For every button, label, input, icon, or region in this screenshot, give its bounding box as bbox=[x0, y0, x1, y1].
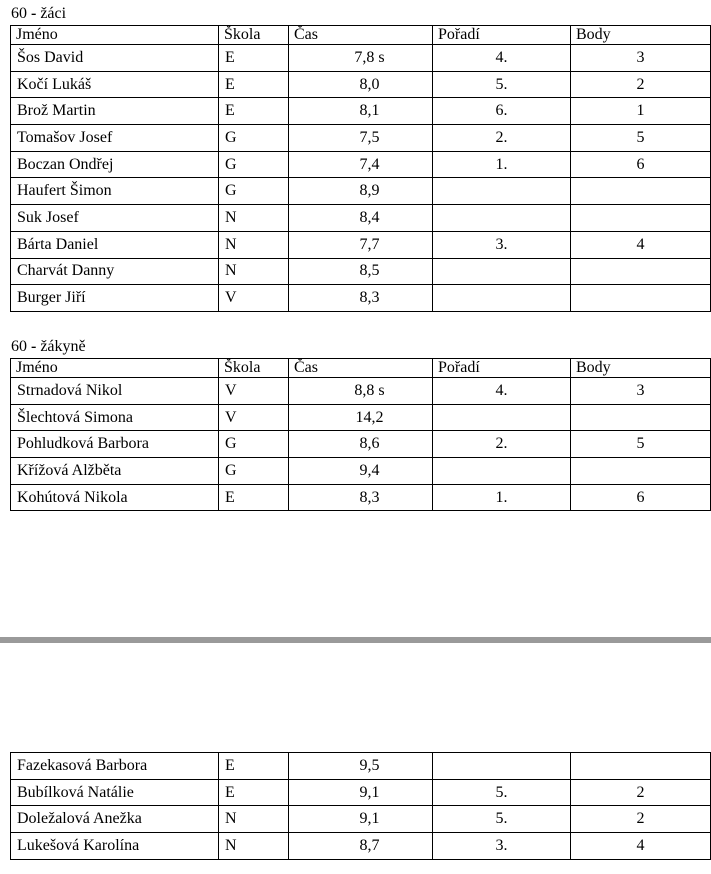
race-time-cell: 7,7 bbox=[289, 231, 433, 258]
school-code-cell: G bbox=[219, 431, 289, 458]
header-rank: Pořadí bbox=[433, 26, 571, 45]
table-row bbox=[11, 806, 711, 833]
school-code-cell: G bbox=[219, 151, 289, 178]
section-dash: - bbox=[27, 338, 41, 355]
school-code-cell: E bbox=[219, 779, 289, 806]
table-row bbox=[11, 231, 711, 258]
race-time-cell: 8,8 s bbox=[289, 378, 433, 405]
table-row bbox=[11, 45, 711, 72]
table-row bbox=[11, 285, 711, 312]
header-time: Čas bbox=[289, 26, 433, 45]
school-code-cell: E bbox=[219, 98, 289, 125]
section-label: žákyně bbox=[40, 338, 86, 355]
table-header-row bbox=[11, 359, 711, 378]
school-code-cell: N bbox=[219, 806, 289, 833]
header-name: Jméno bbox=[11, 359, 219, 378]
athlete-name-cell: Kohútová Nikola bbox=[11, 484, 219, 511]
points-cell: 6 bbox=[571, 151, 711, 178]
school-code-cell: V bbox=[219, 285, 289, 312]
school-code-cell: G bbox=[219, 458, 289, 485]
points-cell: 3 bbox=[571, 45, 711, 72]
school-code-cell: E bbox=[219, 71, 289, 98]
placing-cell bbox=[433, 258, 571, 285]
school-code-cell: V bbox=[219, 378, 289, 405]
placing-cell: 3. bbox=[433, 231, 571, 258]
points-cell: 4 bbox=[571, 833, 711, 860]
race-time-cell: 8,9 bbox=[289, 178, 433, 205]
placing-cell: 6. bbox=[433, 98, 571, 125]
race-time-cell: 7,4 bbox=[289, 151, 433, 178]
placing-cell: 4. bbox=[433, 378, 571, 405]
points-cell bbox=[571, 753, 711, 780]
header-points: Body bbox=[571, 26, 711, 45]
athlete-name-cell: Pohludková Barbora bbox=[11, 431, 219, 458]
results-table-boys bbox=[10, 25, 711, 312]
points-cell: 1 bbox=[571, 98, 711, 125]
athlete-name-cell: Haufert Šimon bbox=[11, 178, 219, 205]
table-row bbox=[11, 151, 711, 178]
points-cell: 5 bbox=[571, 431, 711, 458]
placing-cell: 2. bbox=[433, 431, 571, 458]
placing-cell bbox=[433, 404, 571, 431]
school-code-cell: E bbox=[219, 484, 289, 511]
points-cell bbox=[571, 458, 711, 485]
school-code-cell: E bbox=[219, 45, 289, 72]
table-row bbox=[11, 431, 711, 458]
table-row bbox=[11, 125, 711, 152]
placing-cell: 5. bbox=[433, 806, 571, 833]
section-title-boys bbox=[11, 5, 66, 23]
athlete-name-cell: Strnadová Nikol bbox=[11, 378, 219, 405]
table-row bbox=[11, 71, 711, 98]
placing-cell: 1. bbox=[433, 151, 571, 178]
race-time-cell: 8,3 bbox=[289, 484, 433, 511]
page-break-divider bbox=[0, 637, 711, 643]
race-time-cell: 9,5 bbox=[289, 753, 433, 780]
table-row bbox=[11, 378, 711, 405]
athlete-name-cell: Brož Martin bbox=[11, 98, 219, 125]
points-cell: 4 bbox=[571, 231, 711, 258]
points-cell bbox=[571, 258, 711, 285]
school-code-cell: N bbox=[219, 258, 289, 285]
placing-cell: 2. bbox=[433, 125, 571, 152]
athlete-name-cell: Šlechtová Simona bbox=[11, 404, 219, 431]
race-time-cell: 8,6 bbox=[289, 431, 433, 458]
school-code-cell: V bbox=[219, 404, 289, 431]
header-rank: Pořadí bbox=[433, 359, 571, 378]
school-code-cell: N bbox=[219, 833, 289, 860]
athlete-name-cell: Šos David bbox=[11, 45, 219, 72]
table-row bbox=[11, 458, 711, 485]
section-distance: 60 bbox=[11, 5, 27, 22]
race-time-cell: 8,4 bbox=[289, 205, 433, 232]
placing-cell bbox=[433, 285, 571, 312]
points-cell: 3 bbox=[571, 378, 711, 405]
athlete-name-cell: Charvát Danny bbox=[11, 258, 219, 285]
school-code-cell: G bbox=[219, 125, 289, 152]
points-cell: 6 bbox=[571, 484, 711, 511]
section-title-girls bbox=[11, 338, 86, 356]
table-row bbox=[11, 484, 711, 511]
placing-cell bbox=[433, 458, 571, 485]
table-row bbox=[11, 779, 711, 806]
placing-cell: 5. bbox=[433, 71, 571, 98]
school-code-cell: N bbox=[219, 205, 289, 232]
race-time-cell: 7,5 bbox=[289, 125, 433, 152]
athlete-name-cell: Křížová Alžběta bbox=[11, 458, 219, 485]
placing-cell: 1. bbox=[433, 484, 571, 511]
table-row bbox=[11, 258, 711, 285]
table-row bbox=[11, 205, 711, 232]
race-time-cell: 8,3 bbox=[289, 285, 433, 312]
section-dash: - bbox=[27, 5, 41, 22]
placing-cell bbox=[433, 753, 571, 780]
table-row bbox=[11, 753, 711, 780]
points-cell bbox=[571, 205, 711, 232]
school-code-cell: E bbox=[219, 753, 289, 780]
athlete-name-cell: Boczan Ondřej bbox=[11, 151, 219, 178]
results-table-continued bbox=[10, 752, 711, 860]
race-time-cell: 9,1 bbox=[289, 806, 433, 833]
race-time-cell: 8,0 bbox=[289, 71, 433, 98]
points-cell: 5 bbox=[571, 125, 711, 152]
placing-cell: 5. bbox=[433, 779, 571, 806]
race-time-cell: 7,8 s bbox=[289, 45, 433, 72]
points-cell bbox=[571, 404, 711, 431]
race-time-cell: 8,1 bbox=[289, 98, 433, 125]
placing-cell bbox=[433, 178, 571, 205]
table-row bbox=[11, 833, 711, 860]
table-row bbox=[11, 404, 711, 431]
points-cell: 2 bbox=[571, 779, 711, 806]
points-cell bbox=[571, 178, 711, 205]
placing-cell: 4. bbox=[433, 45, 571, 72]
points-cell: 2 bbox=[571, 71, 711, 98]
table-row bbox=[11, 98, 711, 125]
athlete-name-cell: Suk Josef bbox=[11, 205, 219, 232]
placing-cell: 3. bbox=[433, 833, 571, 860]
athlete-name-cell: Lukešová Karolína bbox=[11, 833, 219, 860]
header-points: Body bbox=[571, 359, 711, 378]
race-time-cell: 8,5 bbox=[289, 258, 433, 285]
race-time-cell: 8,7 bbox=[289, 833, 433, 860]
athlete-name-cell: Kočí Lukáš bbox=[11, 71, 219, 98]
results-table-girls bbox=[10, 358, 711, 511]
race-time-cell: 9,1 bbox=[289, 779, 433, 806]
race-time-cell: 14,2 bbox=[289, 404, 433, 431]
athlete-name-cell: Doležalová Anežka bbox=[11, 806, 219, 833]
points-cell bbox=[571, 285, 711, 312]
athlete-name-cell: Bárta Daniel bbox=[11, 231, 219, 258]
table-row bbox=[11, 178, 711, 205]
section-distance: 60 bbox=[11, 338, 27, 355]
table-header-row bbox=[11, 26, 711, 45]
placing-cell bbox=[433, 205, 571, 232]
athlete-name-cell: Fazekasová Barbora bbox=[11, 753, 219, 780]
points-cell: 2 bbox=[571, 806, 711, 833]
header-school: Škola bbox=[219, 359, 289, 378]
header-name: Jméno bbox=[11, 26, 219, 45]
athlete-name-cell: Burger Jiří bbox=[11, 285, 219, 312]
athlete-name-cell: Tomašov Josef bbox=[11, 125, 219, 152]
athlete-name-cell: Bubílková Natálie bbox=[11, 779, 219, 806]
section-label: žáci bbox=[40, 5, 67, 22]
race-time-cell: 9,4 bbox=[289, 458, 433, 485]
school-code-cell: N bbox=[219, 231, 289, 258]
header-school: Škola bbox=[219, 26, 289, 45]
header-time: Čas bbox=[289, 359, 433, 378]
school-code-cell: G bbox=[219, 178, 289, 205]
